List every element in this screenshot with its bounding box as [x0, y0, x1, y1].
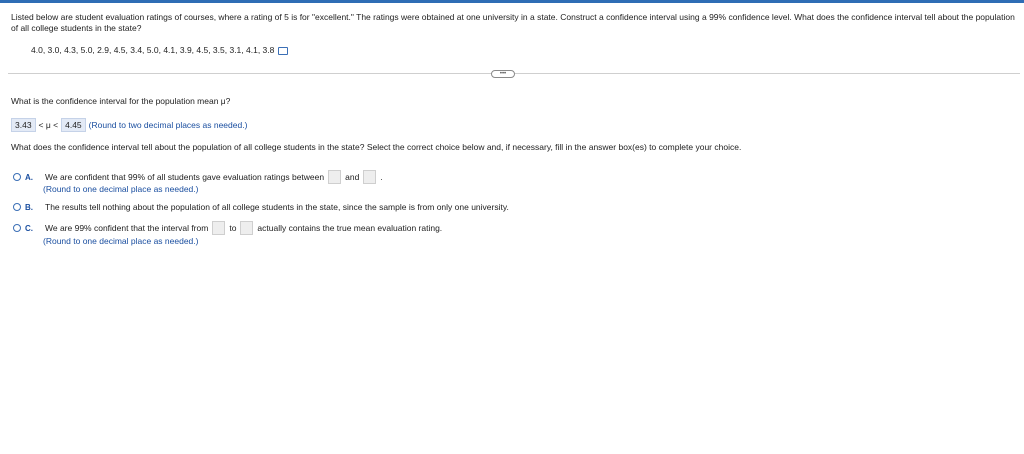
option-c-letter: C.: [25, 223, 33, 233]
top-accent-bar: [0, 0, 1024, 3]
option-c-text-after: actually contains the true mean evaluation rating.: [257, 223, 443, 233]
option-a-input-2[interactable]: [363, 170, 376, 184]
question-text: Listed below are student evaluation ratings of courses, where a rating of 5 is for "excellent." The ratings were obtained at one university in a state. Construct a confidence interval using a 99% confidence level. What does the confidence interval tell about the population of all college students in the state?: [11, 12, 1015, 33]
option-c[interactable]: [13, 221, 442, 235]
option-c-radio[interactable]: [13, 224, 21, 232]
option-b[interactable]: [13, 202, 509, 212]
part1-prompt: What is the confidence interval for the population mean μ?: [11, 96, 231, 106]
option-b-letter: B.: [25, 202, 33, 212]
part2-prompt: What does the confidence interval tell about the population of all college students in the state? Select the correct choice below and, if necessary, fill in the answer box(es) to complete your choice.: [11, 142, 742, 152]
mu-operator: < μ <: [38, 120, 59, 130]
copy-data-icon[interactable]: [278, 47, 288, 55]
part1-answer-row: [11, 118, 247, 132]
option-b-radio[interactable]: [13, 203, 21, 211]
option-a-radio[interactable]: [13, 173, 21, 181]
option-a-hint: (Round to one decimal place as needed.): [43, 184, 199, 194]
option-a[interactable]: [13, 170, 383, 184]
option-a-text-after: .: [380, 172, 383, 182]
option-c-input-2[interactable]: [240, 221, 253, 235]
more-button[interactable]: •••: [491, 70, 515, 78]
lower-bound-input[interactable]: 3.43: [11, 118, 36, 132]
option-a-letter: A.: [25, 172, 33, 182]
option-c-text-before: We are 99% confident that the interval from: [45, 223, 209, 233]
option-a-text-mid: and: [345, 172, 360, 182]
option-a-input-1[interactable]: [328, 170, 341, 184]
option-c-text-mid: to: [229, 223, 237, 233]
data-values: 4.0, 3.0, 4.3, 5.0, 2.9, 4.5, 3.4, 5.0, 4.1, 3.9, 4.5, 3.5, 3.1, 4.1, 3.8: [31, 45, 275, 55]
option-a-text-before: We are confident that 99% of all students gave evaluation ratings between: [45, 172, 325, 182]
option-b-text: The results tell nothing about the population of all college students in the state, since the sample is from only one university.: [45, 202, 509, 212]
option-c-input-1[interactable]: [212, 221, 225, 235]
data-values-row: [31, 45, 288, 55]
part1-hint: (Round to two decimal places as needed.): [88, 120, 248, 130]
upper-bound-input[interactable]: 4.45: [61, 118, 86, 132]
option-c-hint: (Round to one decimal place as needed.): [43, 236, 199, 246]
